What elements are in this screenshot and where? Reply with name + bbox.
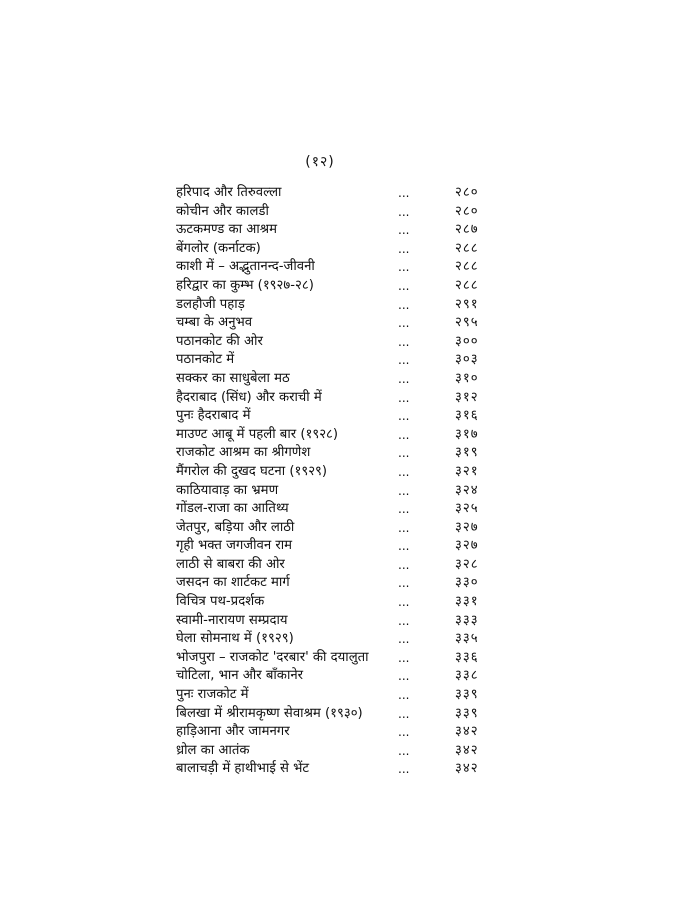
toc-entry-leader: ... [398,743,410,758]
toc-entry-title: गृही भक्त जगजीवन राम [176,538,293,554]
toc-entry-title: ध्रोल का आतंक [176,742,250,758]
toc-entry-leader: ... [398,446,410,461]
toc-entry-title: स्वामी-नारायण सम्प्रदाय [176,612,288,628]
toc-entry-page-number: ३४२ [455,761,479,777]
page-number: (१२) [305,154,335,170]
toc-entry-leader: ... [398,688,410,703]
toc-entry [176,649,492,668]
toc-entry [176,333,492,352]
toc-entry [176,630,492,649]
toc-entry-title: कोचीन और कालडी [176,203,269,219]
toc-entry-leader: ... [398,632,410,647]
toc-entry-leader: ... [398,409,410,424]
toc-entry-page-number: ३३१ [455,594,479,610]
toc-entry-title: चोटिला, भान और बाँकानेर [176,668,304,684]
toc-entry-title: चम्बा के अनुभव [176,315,253,331]
toc-entry-page-number: ३१० [455,370,479,386]
toc-entry-page-number: ३३० [455,575,479,591]
toc-entry-title: विचित्र पथ-प्रदर्शक [176,594,265,610]
toc-entry-leader: ... [398,223,410,238]
toc-entry [176,463,492,482]
toc-entry-title: जसदन का शार्टकट मार्ग [176,575,290,591]
toc-entry-title: पुनः राजकोट में [176,687,249,703]
toc-entry [176,258,492,277]
toc-entry [176,444,492,463]
toc-entry [176,612,492,631]
toc-entry-page-number: ३१७ [455,426,479,442]
toc-entry-leader: ... [398,464,410,479]
toc-entry-page-number: २८० [455,203,479,219]
toc-entry-leader: ... [398,762,410,777]
toc-entry-page-number: ३२७ [455,538,479,554]
toc-entry-leader: ... [398,427,410,442]
toc-entry-leader: ... [398,390,410,405]
toc-entry-page-number: ३१२ [455,389,479,405]
toc-entry-leader: ... [398,613,410,628]
toc-entry-page-number: २८० [455,185,479,200]
toc-entry-leader: ... [398,204,410,219]
toc-entry-title: डलहौजी पहाड़ [176,296,245,312]
toc-entry-leader: ... [398,297,410,312]
toc-entry-leader: ... [398,725,410,740]
toc-entry-leader: ... [398,353,410,368]
toc-entry [176,203,492,222]
toc-entry-page-number: ३२१ [455,463,479,479]
toc-entry [176,556,492,575]
toc-entry [176,221,492,240]
toc-entry [176,314,492,333]
toc-entry-page-number: ३२४ [455,482,479,498]
toc-entry [176,389,492,408]
toc-entry-title: हैदराबाद (सिंध) और कराची में [176,389,322,405]
toc-entry-leader: ... [398,316,410,331]
toc-entry-leader: ... [398,334,410,349]
toc-entry-leader: ... [398,520,410,535]
toc-entry [176,519,492,538]
toc-entry [176,184,492,203]
toc-entry-leader: ... [398,502,410,517]
toc-entry-leader: ... [398,260,410,275]
toc-entry-page-number: ३१६ [455,408,479,424]
toc-entry-leader: ... [398,557,410,572]
toc-entry-title: बिलखा में श्रीरामकृष्ण सेवाश्रम (१९३०) [176,705,363,721]
toc-entry-page-number: ३३६ [455,649,479,665]
toc-entry-title: मैंगरोल की दुखद घटना (१९२९) [176,463,328,479]
toc-entry [176,482,492,501]
toc-entry-page-number: २८७ [455,222,479,238]
toc-entry-page-number: ३३९ [455,687,479,703]
toc-entry-leader: ... [398,278,410,293]
toc-entry-page-number: ३३८ [455,668,479,684]
toc-entry-title: बालाचड़ी में हाथीभाई से भेंट [176,761,310,777]
toc-entry [176,705,492,724]
toc-entry [176,296,492,315]
toc-entry-page-number: ३०० [455,333,479,349]
toc-entry [176,407,492,426]
toc-entry-title: बेंगलोर (कर्नाटक) [176,240,261,256]
toc-entry-title: जेतपुर, बड़िया और लाठी [176,519,295,535]
toc-entry-title: ऊटकमण्ड का आश्रम [176,222,277,238]
toc-entry-title: माउण्ट आबू में पहली बार (१९२८) [176,426,339,442]
toc-entry-leader: ... [398,371,410,386]
toc-entry-page-number: ३३३ [455,612,479,628]
toc-entry-leader: ... [398,483,410,498]
toc-entry [176,500,492,519]
toc-entry [176,574,492,593]
toc-entry-page-number: ३३५ [455,631,479,647]
toc-entry-title: हरिद्वार का कुम्भ (१९२७-२८) [176,277,314,293]
toc-entry-leader: ... [398,576,410,591]
toc-entry-page-number: २८८ [455,240,479,256]
toc-entry [176,723,492,742]
toc-entry [176,537,492,556]
toc-entry [176,240,492,259]
toc-entry-page-number: २९५ [455,315,479,331]
toc-entry-page-number: ३२७ [455,519,479,535]
toc-entry-title: पठानकोट में [176,352,235,368]
toc-entry [176,667,492,686]
toc-entry-title: हाड़िआना और जामनगर [176,724,290,740]
toc-entry-title: हरिपाद और तिरुवल्ला [176,185,282,200]
toc-entry-leader: ... [398,241,410,256]
toc-entry-title: लाठी से बाबरा की ओर [176,556,285,572]
toc-entry-page-number: ३०३ [455,352,479,368]
toc-entry-page-number: २८८ [455,259,479,275]
toc-entry-title: गोंडल-राजा का आतिथ्य [176,501,289,517]
toc-entry-page-number: २८८ [455,277,479,293]
toc-entry [176,742,492,761]
table-of-contents [176,184,492,779]
toc-entry-leader: ... [398,650,410,665]
toc-entry-title: राजकोट आश्रम का श्रीगणेश [176,445,311,461]
toc-entry-page-number: ३३९ [455,705,479,721]
toc-entry-page-number: ३१९ [455,445,479,461]
toc-entry-leader: ... [398,706,410,721]
toc-entry [176,370,492,389]
toc-entry-page-number: ३२५ [455,501,479,517]
toc-entry-leader: ... [398,669,410,684]
toc-entry [176,686,492,705]
toc-entry-title: पुनः हैदराबाद में [176,408,251,424]
toc-entry-title: पठानकोट की ओर [176,333,263,349]
toc-entry-title: सक्कर का साधुबेला मठ [176,370,290,386]
toc-entry-leader: ... [398,186,410,200]
toc-entry-title: काठियावाड़ का भ्रमण [176,482,279,498]
toc-entry-leader: ... [398,595,410,610]
toc-entry-page-number: ३४२ [455,742,479,758]
toc-entry [176,351,492,370]
toc-entry [176,277,492,296]
toc-entry-title: काशी में – अद्भुतानन्द-जीवनी [176,259,315,275]
toc-entry [176,760,492,779]
toc-entry [176,426,492,445]
toc-entry [176,593,492,612]
toc-entry-page-number: ३४२ [455,724,479,740]
toc-entry-leader: ... [398,539,410,554]
toc-entry-page-number: ३२८ [455,556,479,572]
toc-entry-title: भोजपुरा – राजकोट 'दरबार' की दयालुता [176,649,369,665]
toc-entry-page-number: २९१ [455,296,479,312]
toc-entry-title: घेला सोमनाथ में (१९२९) [176,631,294,647]
